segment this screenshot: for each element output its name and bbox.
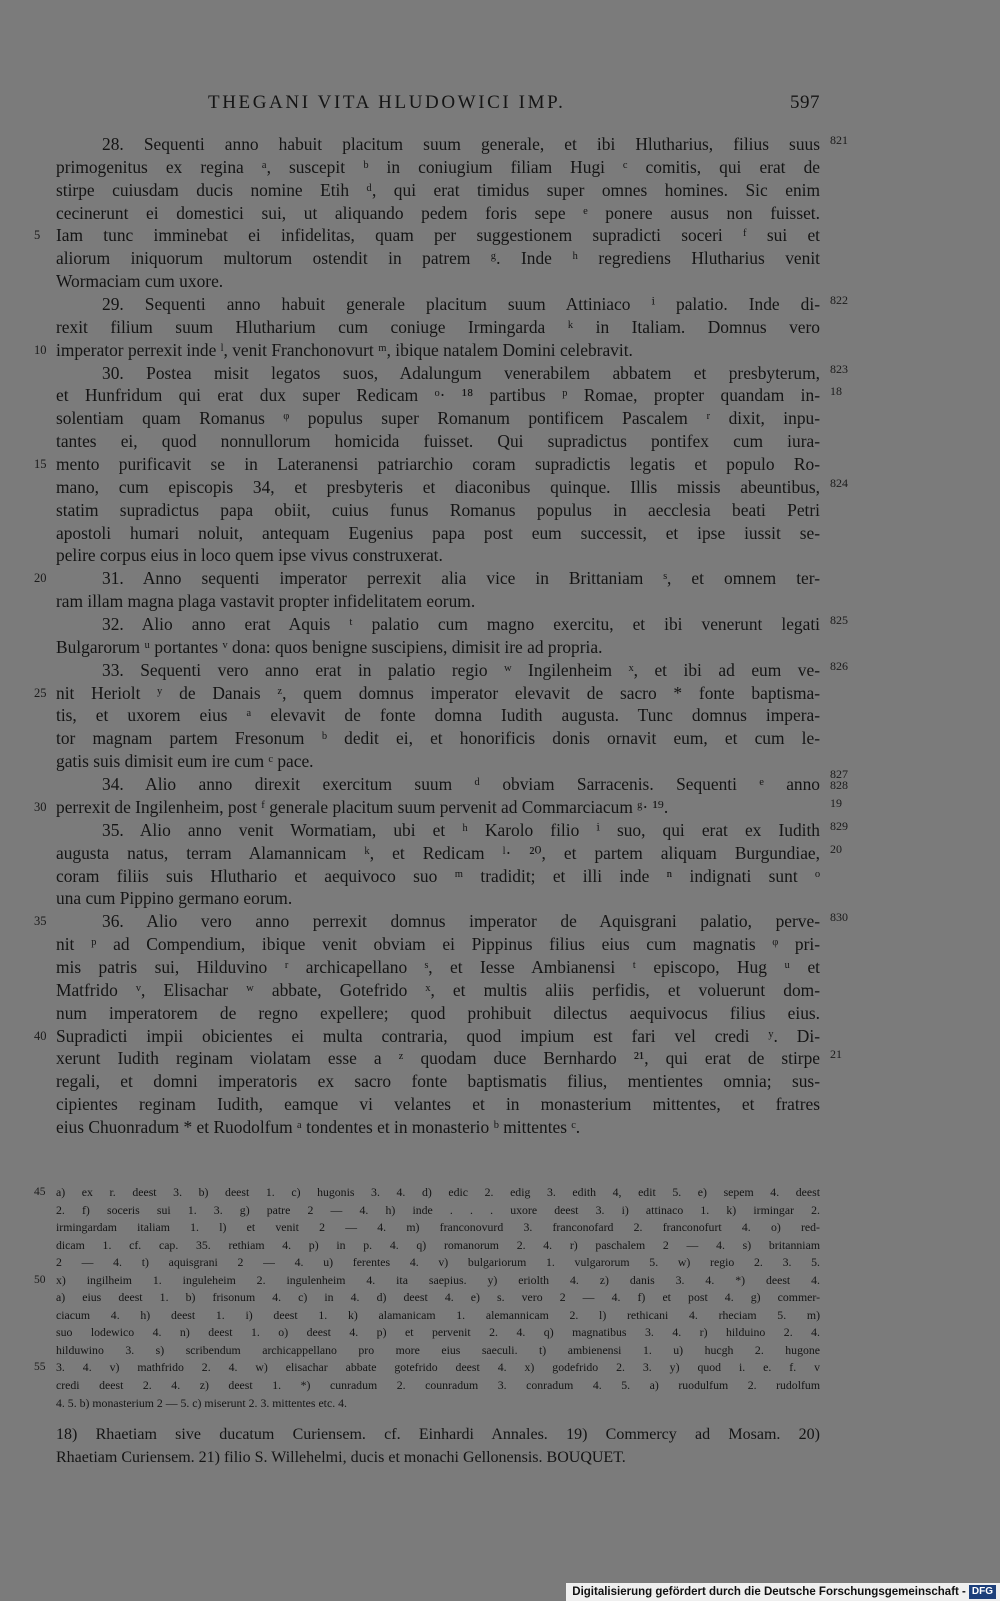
line-text: ciacum 4. h) deest 1. i) deest 1. k) alamanicam 1. alemannicam 2. l) rethicani 4. rheciam 5. m) [56,1307,820,1322]
text-line [56,1116,820,1139]
running-header [208,92,820,122]
page-number: 597 [790,92,820,113]
text-line [56,247,820,270]
line-text: Wormaciam cum uxore. [56,271,224,292]
line-text: imperator perrexit inde ˡ, venit Franchonovurt ᵐ, ibique natalem Domini celebravit. [56,339,633,360]
text-line [56,293,848,316]
line-text: coram filiis suis Hluthario et aequivoco suo ᵐ tradidit; et illi inde ⁿ indignati sunt ᵒ [56,865,820,886]
margin-year: 21 [830,1047,842,1062]
line-text: a) ex r. deest 3. b) deest 1. c) hugonis 3. 4. d) edic 2. edig 3. edith 4, edit 5. e) sepem 4. deest [56,1185,820,1199]
line-text: 18) Rhaetiam sive ducatum Curiensem. cf. Einhardi Annales. 19) Commercy ad Mosam. 20) [56,1426,820,1443]
text-line [34,339,820,362]
text-line [34,1184,820,1202]
line-text: Bulgarorum ᵘ portantes ᵛ dona: quos benigne suscipiens, dimisit ire ad propria. [56,636,603,657]
text-line [34,682,820,705]
line-text: cipientes reginam Iudith, eamque vi velantes et in monasterium mittentes, et fratres [56,1094,820,1115]
text-line [56,1342,820,1360]
text-line [56,407,820,430]
line-number: 40 [34,1028,47,1043]
text-line [56,933,820,956]
text-line [56,1423,820,1446]
margin-year: 18 [830,384,842,399]
text-line [56,1202,820,1220]
text-line [56,887,820,910]
text-line [56,750,820,773]
line-number: 10 [34,342,47,357]
text-line [56,613,848,636]
text-line [56,179,820,202]
text-line [34,1272,820,1290]
text-line [56,1307,820,1325]
line-text: regali, et domni imperatoris ex sacro fonte baptismatis filius, mentientes omnia; sus- [56,1071,820,1092]
line-text: Iam tunc imminebat ei infidelitas, quam per suggestionem supradicti soceri ᶠ sui et [56,225,820,246]
line-text: aliorum iniquorum multorum ostendit in patrem ᵍ. Inde ʰ regrediens Hlutharius venit [56,248,820,269]
line-text: 29. Sequenti anno habuit generale placitum suum Attiniaco ⁱ palatio. Inde di- [102,294,820,315]
editor-notes [56,1423,820,1469]
line-number: 25 [34,685,47,700]
line-text: gatis suis dimisit eum ire cum ᶜ pace. [56,751,314,772]
text-line [56,202,820,225]
text-line [56,841,842,865]
line-text: eius Chuonradum * et Ruodolfum ᵃ tondentes et in monasterio ᵇ mittentes ᶜ. [56,1116,581,1137]
line-text: nit ᵖ ad Compendium, ibique venit obviam ei Pippinus filius eius cum magnatis ᵠ pri- [56,934,820,955]
text-line [34,1359,820,1377]
text-line [34,1025,820,1048]
line-text: 35. Alio anno venit Wormatiam, ubi et ʰ Karolo filio ⁱ suo, qui erat ex Iudith [102,819,820,840]
text-line [34,795,842,819]
line-number: 45 [34,1186,46,1198]
line-text: hilduwino 3. s) scribendum archicappellano pro more eius saeculi. t) ambienensi 1. u) hucgh 2. hugone [56,1342,820,1357]
text-line [56,1395,820,1413]
line-number: 20 [34,571,47,586]
critical-apparatus [34,1184,820,1412]
line-text: irmingardam italiam 1. l) et venit 2 — 4. m) franconovurd 3. franconofard 2. franconofurt 4. o) red- [56,1220,820,1235]
text-line [56,658,848,682]
footer-text: Digitalisierung gefördert durch die Deutsche Forschungsgemeinschaft - [572,1586,966,1598]
margin-year: 826 [830,658,848,673]
text-line [56,865,820,888]
line-text: statim supradictus papa obiit, cuius funus Romanus populus in aecclesia beati Petri [56,499,820,520]
text-line [56,590,820,613]
text-line [56,979,820,1002]
line-text: dicam 1. cf. cap. 35. rethiam 4. p) in p. 4. q) romanorum 2. 4. r) paschalem 2 — 4. s) britanniam [56,1237,820,1252]
text-line [56,499,820,522]
text-line [56,361,848,385]
line-text: cecinerunt ei domestici sui, ut aliquando pedem foris sepe ᵉ ponere ausus non fuisset. [56,202,820,223]
text-line [56,727,820,750]
line-text: tis, et uxorem eius ᵃ elevavit de fonte domna Iudith augusta. Tunc domnus impera- [56,705,820,726]
text-line [56,1070,820,1093]
line-text: pelire corpus eius in loco quem ipse vivus construxerat. [56,545,443,566]
line-text: num imperatorem de regno expellere; quod prohibuit dilectus aequivocus filius eius. [56,1002,820,1023]
line-text: mento purificavit se in Lateranensi patriarchio coram supradictis legatis et populo Ro- [56,454,820,475]
line-text: x) ingilheim 1. inguleheim 2. ingulenheim 4. ita saepius. y) eriolth 4. z) danis 3. 4. *) deest 4. [56,1272,820,1287]
line-text: rexit filium suum Hlutharium cum coniuge Irmingarda ᵏ in Italiam. Domnus vero [56,316,820,337]
margin-year: 829 [830,818,848,833]
line-text: 31. Anno sequenti imperator perrexit alia vice in Brittaniam ˢ, et omnem ter- [102,568,820,589]
text-line [56,270,820,293]
margin-years [830,769,848,791]
line-text: perrexit de Ingilenheim, post ᶠ generale placitum suum pervenit ad Commarciacum ᵍ· ¹⁹. [56,796,669,817]
text-line [56,1002,820,1025]
margin-year: 830 [830,910,848,925]
margin-year: 20 [830,841,842,856]
dfg-footer [566,1583,1000,1601]
text-line [56,1254,820,1272]
text-line [56,1377,820,1395]
line-number: 5 [34,228,41,243]
line-text: 2. f) soceris sui 1. 3. g) patre 2 — 4. h) inde . . . uxore deest 3. i) attinaco 1. k) irmingar 2. [56,1202,820,1217]
line-text: una cum Pippino germano eorum. [56,888,293,909]
text-line [56,384,842,407]
dfg-logo: DFG [969,1585,996,1599]
text-line [56,1047,842,1070]
line-text: apostoli humari noluit, antequam Eugenius papa post eum successit, et ipse iussit se- [56,522,820,543]
line-text: tantes ei, quod nonnullorum homicida fuisset. Qui supradictus pontifex cum iura- [56,431,820,452]
line-text: Matfrido ᵛ, Elisachar ʷ abbate, Gotefrido ˣ, et multis aliis perfidis, et voluerunt dom- [56,979,820,1000]
line-text: 33. Sequenti vero anno erat in palatio regio ʷ Ingilenheim ˣ, et ibi ad eum ve- [102,659,820,680]
text-line [34,453,820,476]
line-text: 3. 4. v) mathfrido 2. 4. w) elisachar abbate gotefrido deest 4. x) godefrido 2. 3. y) quod i. e. f. v [56,1360,820,1375]
text-line [56,1289,820,1307]
margin-year: 823 [830,361,848,376]
text-line [56,156,820,179]
line-text: ram illam magna plaga vastavit propter infidelitatem eorum. [56,591,476,612]
text-line [56,767,848,796]
text-line [34,910,848,933]
text-line [56,704,820,727]
text-line [56,956,820,979]
margin-year: 828 [830,778,848,793]
margin-year: 824 [830,475,848,490]
line-text: Supradicti impii obicientes ei multa contraria, quod impium est fari vel credi ʸ. Di- [56,1025,820,1046]
text-line [34,224,820,247]
line-text: 34. Alio anno direxit exercitum suum ᵈ obviam Sarracenis. Sequenti ᵉ anno [102,774,820,795]
line-text: xerunt Iudith reginam violatam esse a ᶻ quodam duce Bernhardo ²¹, qui erat de stirpe [56,1048,820,1069]
text-line [56,1219,820,1237]
text-line [56,1093,820,1116]
line-text: nit Heriolt ʸ de Danais ᶻ, quem domnus imperator elevavit de sacro * fonte baptisma- [56,682,820,703]
line-number: 35 [34,914,47,929]
line-number: 15 [34,457,47,472]
line-text: augusta natus, terram Alamannicam ᵏ, et Redicam ˡ· ²⁰, et partem aliquam Burgundiae, [56,842,820,863]
margin-year: 825 [830,613,848,628]
text-line [56,818,848,842]
text-line [56,1446,820,1469]
margin-year: 821 [830,133,848,147]
line-text: a) eius deest 1. b) frisonum 4. c) in 4. d) deest 4. e) s. vero 2 — 4. f) et post 4. g) commer- [56,1290,820,1305]
text-line [34,567,820,590]
line-text: 2 — 4. t) aquisgrani 2 — 4. u) ferentes 4. v) bulgariorum 1. vulgarorum 5. w) regio 2. 3. 5. [56,1255,820,1270]
line-text: 30. Postea misit legatos suos, Adalungum venerabilem abbatem et presbyterum, [102,362,820,383]
margin-year: 19 [830,795,842,810]
text-line [56,430,820,453]
text-line [56,316,820,339]
line-number: 55 [34,1361,46,1374]
line-text: solentiam quam Romanus ᵠ populus super Romanum pontificem Pascalem ʳ dixit, inpu- [56,408,820,429]
text-line [56,522,820,545]
text-line [56,1237,820,1255]
line-text: 28. Sequenti anno habuit placitum suum generale, et ibi Hlutharius, filius suus [102,134,820,154]
line-text: 36. Alio vero anno perrexit domnus imperator de Aquisgrani palatio, perve- [102,911,820,932]
line-text: mis patris sui, Hilduvino ʳ archicapellano ˢ, et Iesse Ambianensi ᵗ episcopo, Hug ᵘ et [56,956,820,977]
line-text: stirpe cuiusdam ducis nomine Etih ᵈ, qui erat timidus super omnes homines. Sic enim [56,179,820,200]
text-line [56,133,848,156]
text-line [56,475,848,499]
text-line [56,636,820,659]
running-title: THEGANI VITA HLUDOWICI IMP. [208,92,566,113]
margin-year: 827 [830,767,848,782]
text-line [56,1324,820,1342]
margin-year: 822 [830,293,848,308]
line-number: 30 [34,799,47,814]
line-number: 50 [34,1273,46,1286]
main-text [34,133,848,1139]
line-text: 4. 5. b) monasterium 2 — 5. c) miserunt 2. 3. mittentes etc. 4. [56,1395,347,1410]
line-text: suo lodewico 4. n) deest 1. o) deest 4. p) et pervenit 2. 4. q) magnatibus 3. 4. r) hilduino 2. 4. [56,1325,820,1340]
line-text: Rhaetiam Curiensem. 21) filio S. Willehelmi, ducis et monachi Gellonensis. BOUQUET. [56,1449,626,1466]
line-text: et Hunfridum qui erat dux super Redicam ᵒ· ¹⁸ partibus ᵖ Romae, propter quandam in- [56,385,820,406]
line-text: tor magnam partem Fresonum ᵇ dedit ei, et honorificis donis ornavit eum, et cum le- [56,728,820,749]
line-text: credi deest 2. 4. z) deest 1. *) cunradum 2. counradum 3. conradum 4. 5. a) ruodulfum 2. rudolfum [56,1378,820,1393]
line-text: mano, cum episcopis 34, et presbyteris et diaconibus quinque. Illis missis abeuntibus, [56,476,820,497]
line-text: primogenitus ex regina ᵃ, suscepit ᵇ in coniugium filiam Hugi ᶜ comitis, qui erat de [56,156,820,177]
text-line [56,544,820,567]
line-text: 32. Alio anno erat Aquis ᵗ palatio cum magno exercitu, et ibi venerunt legati [102,614,820,635]
